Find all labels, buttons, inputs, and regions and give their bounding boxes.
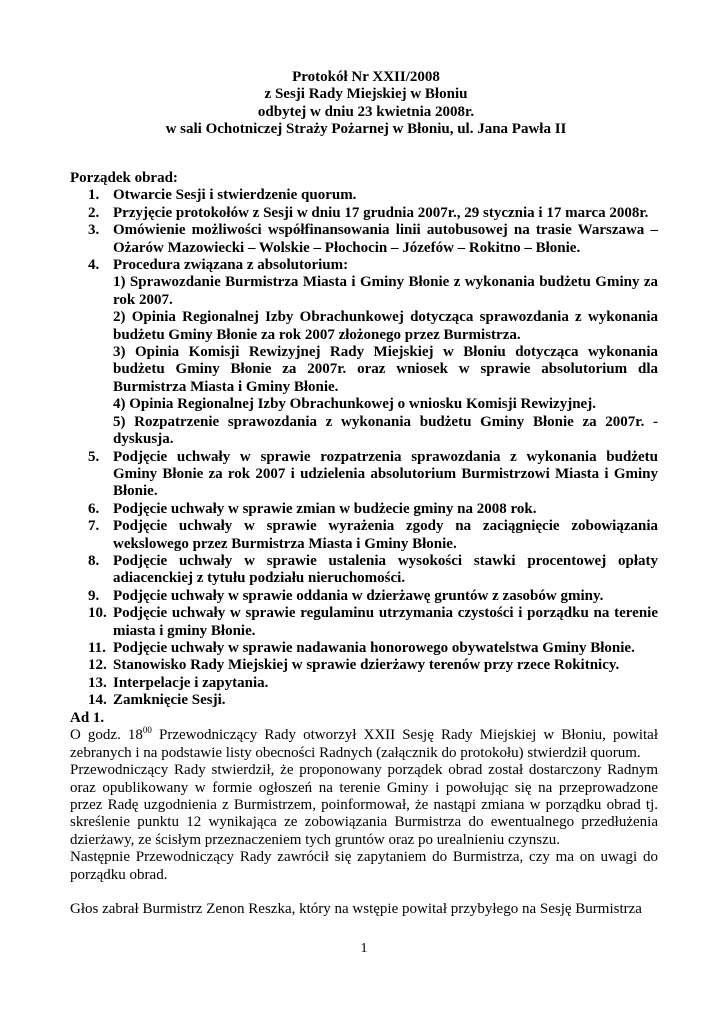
item-text: Otwarcie Sesji i stwierdzenie quorum.: [113, 187, 357, 204]
list-item: [70, 675, 658, 692]
opening-time: O godz. 18: [70, 727, 143, 744]
item-number: 3.: [88, 222, 100, 239]
list-item: [70, 501, 658, 518]
sub-item: 2) Opinia Regionalnej Izby Obrachunkowej dotycząca sprawozdania z wykonania budżetu Gminy Błonie za rok 2007 złożonego przez Burmistrza.: [113, 309, 658, 343]
protocol-header: [0, 69, 724, 139]
page-number-text: 1: [360, 941, 368, 956]
item-number: 7.: [88, 518, 100, 535]
ad1-paragraph-agenda: Przewodniczący Rady stwierdził, że proponowany porządek obrad został dostarczony Radnym oraz opublikowany w formie ogłoszeń na terenie Gminy i powołując się na przeprowadzone przez Radę uzgodnienia z Burmistrzem, poinformował, że nastąpi zmiana w porządku obrad tj. skreślenie punktu 12 wynikająca ze zobowiązania Burmistrza do ewentualnego przedłużenia dzierżawy, ze ścisłym przeznaczeniem tych gruntów oraz po urealnieniu czynszu.: [70, 762, 658, 848]
item-text: Podjęcie uchwały w sprawie rozpatrzenia sprawozdania z wykonania budżetu Gminy Błonie za rok 2007 i udzielenia absolutorium Burmistrzowi Miasta i Gminy Błonie.: [113, 448, 658, 500]
ad1-paragraph-opening: [70, 727, 658, 762]
item-number: 11.: [88, 639, 106, 656]
item-text: Podjęcie uchwały w sprawie wyrażenia zgody na zaciągnięcie zobowiązania wekslowego przez Burmistrza Miasta i Gminy Błonie.: [113, 518, 658, 552]
item-number: 13.: [88, 674, 107, 691]
session-date: odbytej w dniu 23 kwietnia 2008r.: [257, 103, 475, 120]
item-number: 8.: [88, 552, 100, 569]
list-item: [70, 187, 658, 204]
list-item: [70, 692, 658, 709]
item-text: Podjęcie uchwały w sprawie nadawania honorowego obywatelstwa Gminy Błonie.: [113, 639, 635, 656]
sub-item: 4) Opinia Regionalnej Izby Obrachunkowej o wniosku Komisji Rewizyjnej.: [113, 396, 596, 413]
list-item: [70, 657, 658, 674]
item-number: 12.: [88, 657, 107, 674]
item-text: Procedura związana z absolutorium:: [113, 257, 349, 274]
session-title: z Sesji Rady Miejskiej w Błoniu: [264, 86, 468, 103]
item-number: 9.: [88, 587, 100, 604]
item-number: 14.: [88, 692, 107, 709]
item-number: 4.: [88, 257, 100, 274]
item-text: Podjęcie uchwały w sprawie oddania w dzierżawę gruntów z zasobów gminy.: [113, 587, 604, 604]
list-item: [70, 449, 658, 501]
list-item: [70, 257, 658, 448]
list-item: [70, 588, 658, 605]
sub-item: 5) Rozpatrzenie sprawozdania z wykonania budżetu Gminy Błonie za 2007r. - dyskusja.: [113, 413, 658, 448]
list-item: [70, 205, 658, 222]
page-number: [0, 940, 724, 957]
item-number: 10.: [88, 605, 107, 622]
paragraph-gap: [70, 884, 658, 901]
ad1-section: [70, 710, 658, 918]
item-text: Podjęcie uchwały w sprawie zmian w budżecie gminy na 2008 rok.: [113, 500, 537, 517]
time-minutes: 00: [142, 725, 152, 736]
ad1-title: Ad 1.: [70, 710, 105, 726]
ad1-paragraph-question: Następnie Przewodniczący Rady zawrócił się zapytaniem do Burmistrza, czy ma on uwagi do porządku obrad.: [70, 849, 658, 883]
ad1-paragraph-mayor: Głos zabrał Burmistrz Zenon Reszka, który na wstępie powitał przybyłego na Sesję Burmistrza: [70, 901, 642, 918]
item-text: Zamknięcie Sesji.: [113, 692, 226, 709]
list-item: [70, 518, 658, 553]
agenda-list: [70, 187, 658, 709]
agenda-section: [70, 170, 658, 710]
agenda-title: Porządek obrad:: [70, 170, 178, 186]
item-text: Stanowisko Rady Miejskiej w sprawie dzierżawy terenów przy rzece Rokitnicy.: [113, 657, 620, 674]
list-item: [70, 553, 658, 588]
item-text: Przyjęcie protokołów z Sesji w dniu 17 grudnia 2007r., 29 stycznia i 17 marca 2008r.: [113, 204, 649, 221]
list-item: [70, 605, 658, 640]
protocol-number: Protokół Nr XXII/2008: [292, 69, 440, 85]
session-location: w sali Ochotniczej Straży Pożarnej w Błoniu, ul. Jana Pawła II: [165, 121, 567, 138]
item-text: Podjęcie uchwały w sprawie ustalenia wysokości stawki procentowej opłaty adiacenckiej z tytułu podziału nieruchomości.: [113, 552, 658, 587]
sub-item: 3) Opinia Komisji Rewizyjnej Rady Miejskiej w Błoniu dotycząca wykonania budżetu Gminy Błonie za 2007r. oraz wniosek w sprawie absolutorium dla Burmistrza Miasta i Gminy Błonie.: [113, 344, 658, 395]
item-text: Podjęcie uchwały w sprawie regulaminu utrzymania czystości i porządku na terenie miasta i gminy Błonie.: [113, 605, 658, 639]
list-item: [70, 222, 658, 257]
item-number: 1.: [88, 187, 100, 204]
item-number: 6.: [88, 500, 100, 517]
item-number: 2.: [88, 204, 100, 221]
opening-text: Przewodniczący Rady otworzył XXII Sesję Rady Miejskiej w Błoniu, powitał zebranych i na podstawie listy obecności Radnych (załącznik do protokołu) stwierdził quorum.: [70, 727, 658, 761]
item-text: Interpelacje i zapytania.: [113, 674, 269, 691]
list-item: [70, 640, 658, 657]
item-number: 5.: [88, 448, 100, 465]
sub-item: 1) Sprawozdanie Burmistrza Miasta i Gminy Błonie z wykonania budżetu Gminy za rok 2007.: [113, 274, 658, 308]
item-text: Omówienie możliwości współfinansowania linii autobusowej na trasie Warszawa – Ożarów Mazowiecki – Wolskie – Płochocin – Józefów – Rokitno – Błonie.: [113, 222, 658, 256]
